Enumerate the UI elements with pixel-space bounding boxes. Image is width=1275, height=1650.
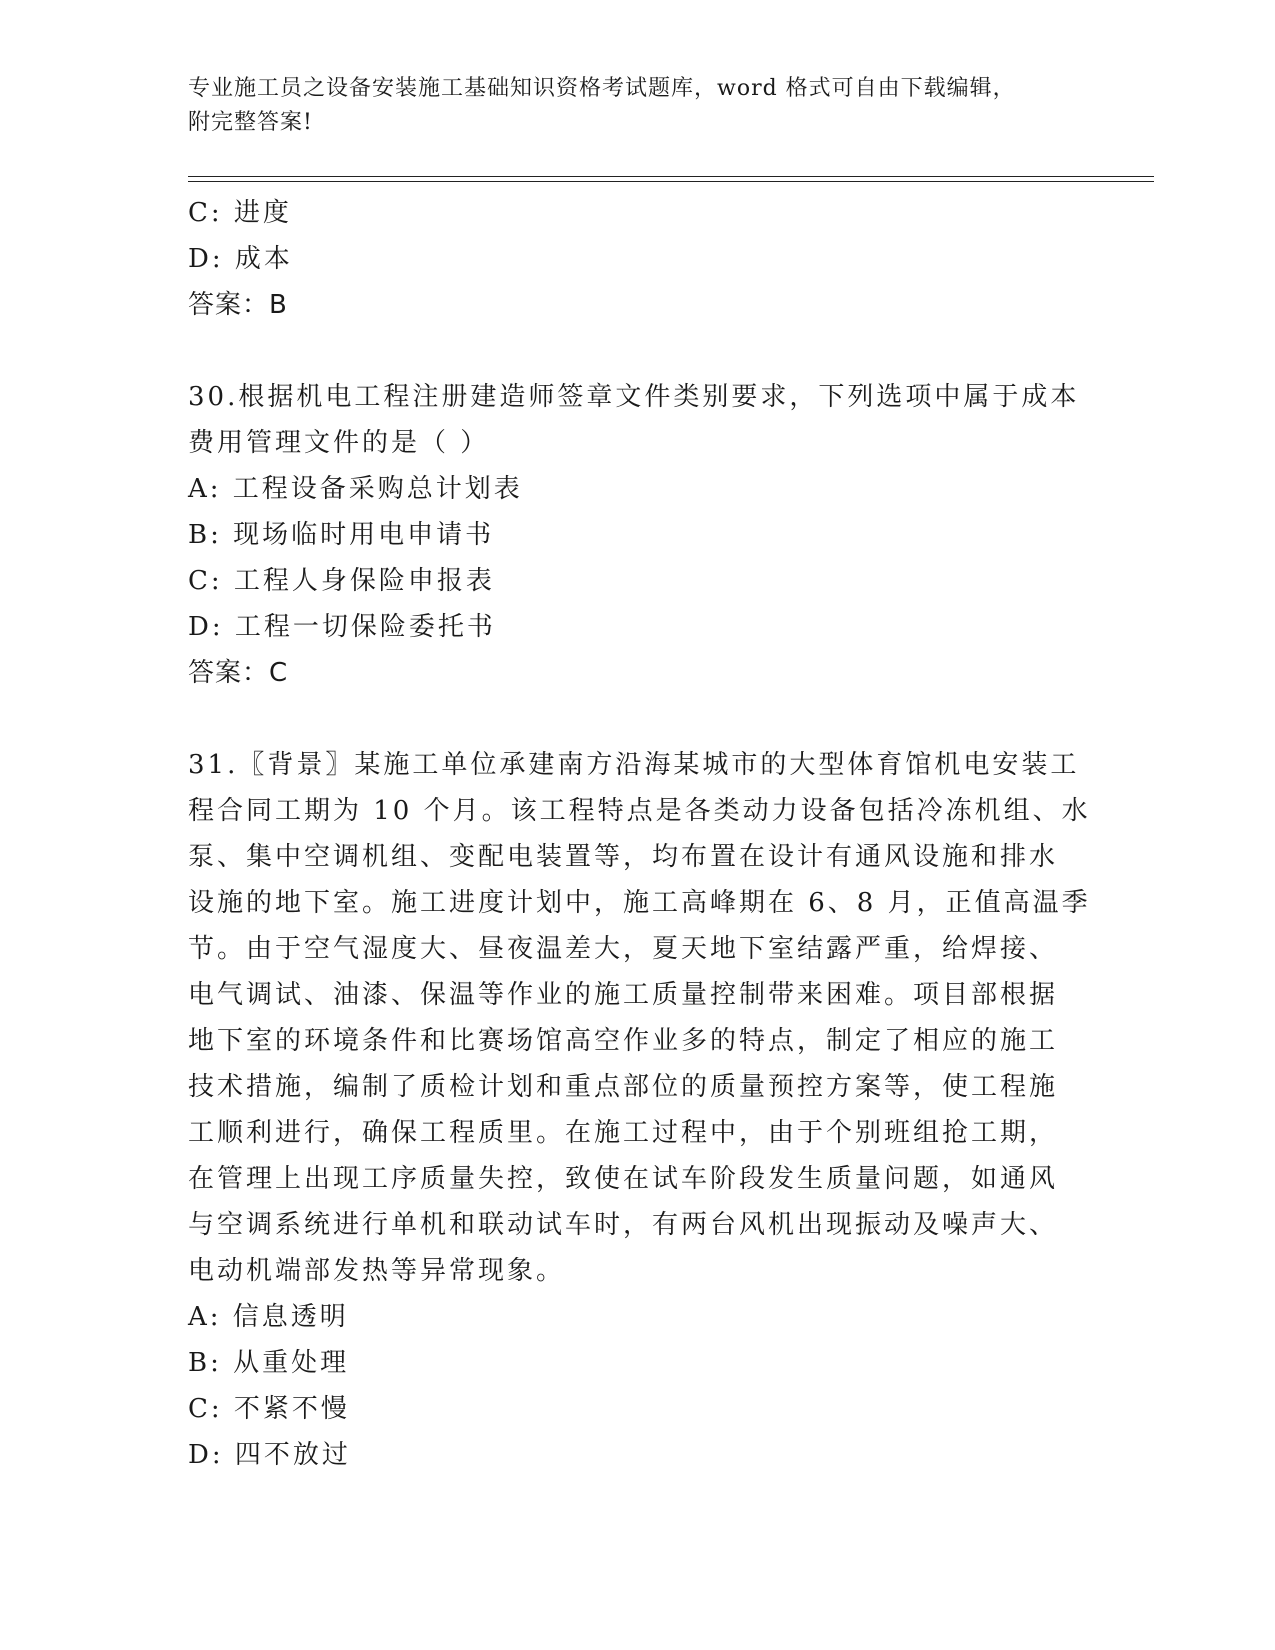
question-30 [188,374,1088,696]
q31-stem-line: 电动机端部发热等异常现象。 [188,1256,566,1286]
q31-option-b: B: 从重处理 [188,1348,350,1378]
q30-option-d: D: 工程一切保险委托书 [188,612,496,642]
q31-option-c: C: 不紧不慢 [188,1394,350,1424]
header-divider-top [188,176,1154,177]
q31-stem-line: 泵、集中空调机组、变配电装置等，均布置在设计有通风设施和排水 [188,842,1059,872]
q30-option-b: B: 现场临时用电申请书 [188,520,495,550]
q30-stem-line-2: 费用管理文件的是（ ） [188,428,490,458]
q30-option-c: C: 工程人身保险申报表 [188,566,495,596]
q29-option-c: C: 进度 [188,198,292,228]
q31-stem-line: 在管理上出现工序质量失控，致使在试车阶段发生质量问题，如通风 [188,1164,1059,1194]
q31-stem-line: 与空调系统进行单机和联动试车时，有两台风机出现振动及噪声大、 [188,1210,1059,1240]
spacer [188,328,1088,374]
q30-answer: 答案：C [188,658,289,688]
header-title-line-1: 专业施工员之设备安装施工基础知识资格考试题库，word 格式可自由下载编辑， [188,76,1016,101]
q31-stem-line: 31.〖背景〗某施工单位承建南方沿海某城市的大型体育馆机电安装工 [188,750,1080,780]
q31-stem-line: 地下室的环境条件和比赛场馆高空作业多的特点，制定了相应的施工 [188,1026,1059,1056]
question-29-tail [188,190,1088,328]
question-31 [188,742,1091,1478]
header-divider-bottom [188,181,1154,182]
q31-stem-line: 工顺利进行，确保工程质里。在施工过程中，由于个别班组抢工期， [188,1118,1059,1148]
header-title-line-2: 附完整答案! [188,110,313,135]
q31-stem-line: 程合同工期为 10 个月。该工程特点是各类动力设备包括冷冻机组、水 [188,796,1091,826]
q30-stem-line-1: 30.根据机电工程注册建造师签章文件类别要求，下列选项中属于成本 [188,382,1080,412]
q30-option-a: A: 工程设备采购总计划表 [188,474,523,504]
q29-answer: 答案：B [188,290,288,320]
spacer [188,696,1088,742]
q31-stem-line: 设施的地下室。施工进度计划中，施工高峰期在 6、8 月，正值高温季 [188,888,1091,918]
q31-option-a: A: 信息透明 [188,1302,349,1332]
document-body [188,190,1091,1478]
q31-stem-line: 技术措施，编制了质检计划和重点部位的质量预控方案等，使工程施 [188,1072,1059,1102]
document-header [188,72,1088,140]
q31-stem-line: 节。由于空气湿度大、昼夜温差大，夏天地下室结露严重，给焊接、 [188,934,1059,964]
q31-stem-line: 电气调试、油漆、保温等作业的施工质量控制带来困难。项目部根据 [188,980,1059,1010]
q29-option-d: D: 成本 [188,244,293,274]
q31-option-d: D: 四不放过 [188,1440,351,1470]
